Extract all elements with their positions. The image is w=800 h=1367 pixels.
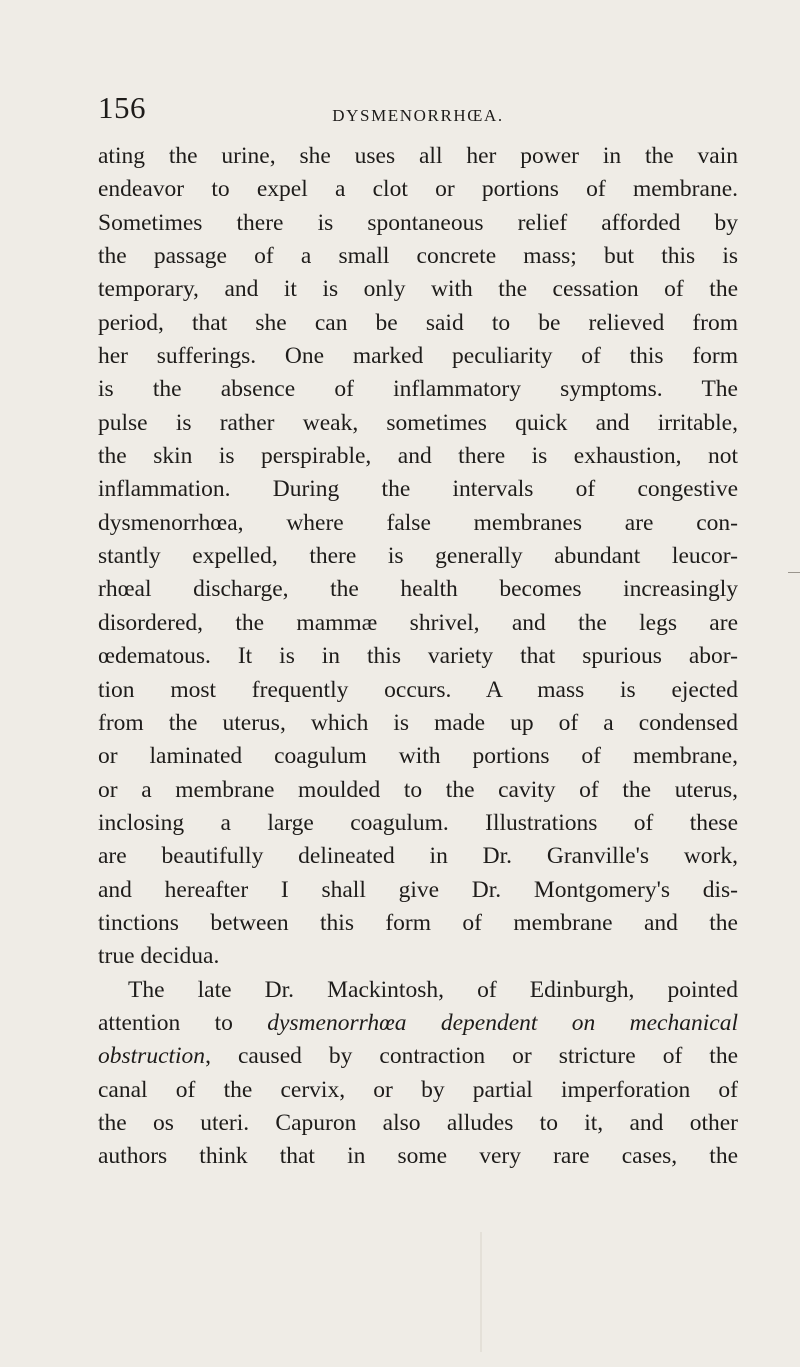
text-line [98,874,738,907]
text-line [98,273,738,306]
text-line [98,974,738,1007]
body-text [98,140,738,1174]
text-segment: inclosing a large coagulum. Illustrations of these [98,809,738,836]
text-segment: the skin is perspirable, and there is exhaustion, not [98,443,738,470]
text-line [98,240,738,273]
text-segment: temporary, and it is only with the cessation of the [98,276,738,303]
text-line [98,507,738,540]
text-line [98,340,738,373]
text-line [98,940,738,973]
text-line [98,307,738,340]
text-line [98,1140,738,1173]
text-segment: attention to [98,1009,268,1036]
text-segment: disordered, the mammæ shrivel, and the legs are [98,609,738,636]
text-segment: from the uterus, which is made up of a condensed [98,709,738,736]
text-segment: stantly expelled, there is generally abundant leucor- [98,543,738,570]
text-line [98,173,738,206]
text-segment: is the absence of inflammatory symptoms. The [98,376,738,403]
text-segment: are beautifully delineated in Dr. Granville's work, [98,843,738,870]
text-line [98,674,738,707]
running-head: DYSMENORRHŒA. [332,106,504,125]
text-line [98,540,738,573]
text-segment: the os uteri. Capuron also alludes to it, and other [98,1109,738,1136]
text-segment: canal of the cervix, or by partial imperforation of [98,1076,738,1103]
text-line [98,440,738,473]
page-edge-mark [788,572,800,573]
text-line [98,1007,738,1040]
text-line [98,1074,738,1107]
text-line [98,373,738,406]
text-segment: Sometimes there is spontaneous relief afforded by [98,209,738,236]
page-number: 156 [98,90,146,125]
text-segment: period, that she can be said to be relieved from [98,309,738,336]
text-line [98,774,738,807]
text-segment: or a membrane moulded to the cavity of the uterus, [98,776,738,803]
text-segment: or laminated coagulum with portions of membrane, [98,743,738,770]
text-line [98,607,738,640]
text-segment: ating the urine, she uses all her power in the vain [98,143,738,169]
text-line [98,807,738,840]
page-header [98,90,738,130]
text-segment: tinctions between this form of membrane and the [98,909,738,936]
text-line [98,1040,738,1073]
text-segment: dysmenorrhœa, where false membranes are con- [98,509,738,536]
text-segment: , caused by contraction or stricture of the [205,1043,738,1070]
text-segment: The late Dr. Mackintosh, of Edinburgh, pointed [128,976,738,1003]
text-segment: endeavor to expel a clot or portions of membrane. [98,176,738,203]
text-line [98,140,738,173]
text-segment: true decidua. [98,943,220,970]
text-segment: inflammation. During the intervals of congestive [98,476,738,503]
text-segment: œdematous. It is in this variety that spurious abor- [98,643,738,670]
text-line [98,907,738,940]
text-line [98,840,738,873]
text-line [98,473,738,506]
text-segment: and hereafter I shall give Dr. Montgomery's dis- [98,876,738,903]
text-line [98,640,738,673]
text-line [98,207,738,240]
text-segment: tion most frequently occurs. A mass is ejected [98,676,738,703]
text-segment: authors think that in some very rare cases, the [98,1143,738,1170]
paper-stain [480,1232,482,1352]
text-segment: the passage of a small concrete mass; but this is [98,243,738,270]
text-line [98,707,738,740]
text-line [98,740,738,773]
italic-text-segment: dysmenorrhœa dependent on mechanical [267,1009,738,1036]
text-line [98,1107,738,1140]
text-segment: pulse is rather weak, sometimes quick and irritable, [98,409,738,436]
text-line [98,573,738,606]
text-segment: rhœal discharge, the health becomes increasingly [98,576,738,603]
text-line [98,407,738,440]
text-segment: her sufferings. One marked peculiarity of this form [98,343,738,370]
italic-text-segment: obstruction [98,1043,206,1070]
